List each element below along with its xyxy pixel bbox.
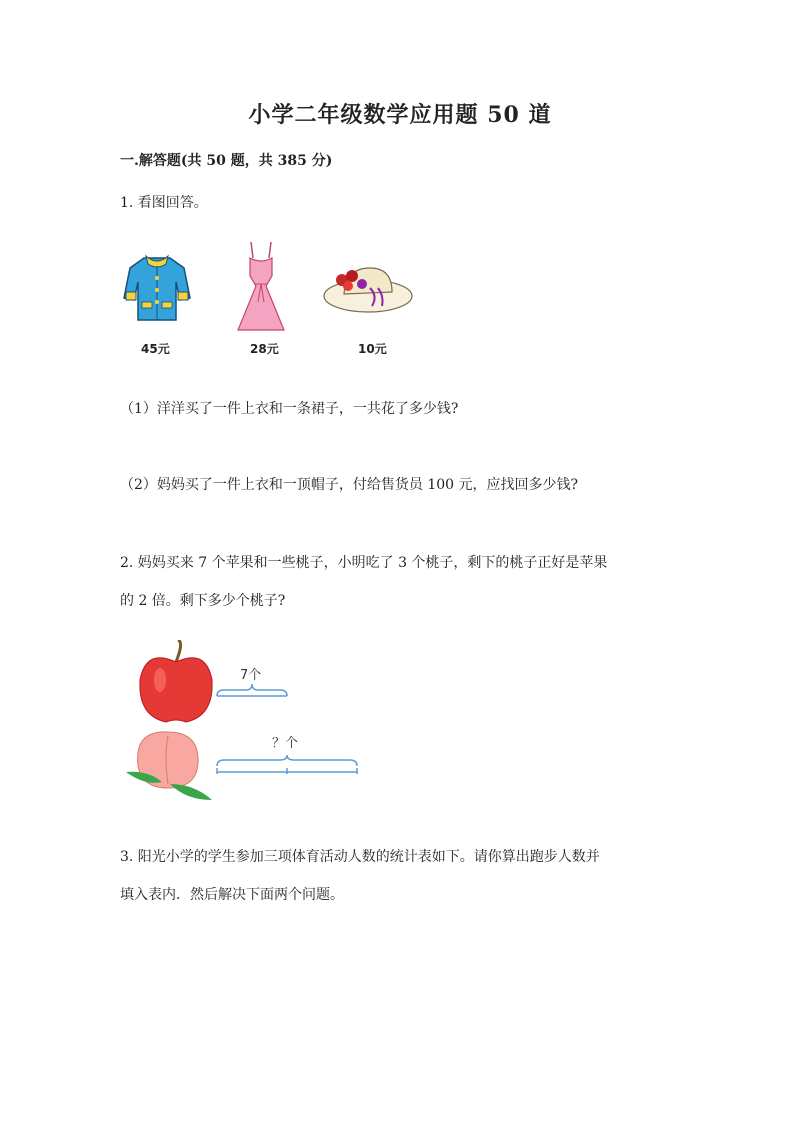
apple-icon <box>136 640 216 728</box>
section-heading: 一.解答题(共 50 题，共 385 分) <box>120 153 333 169</box>
question-3-line-2: 填入表内．然后解决下面两个问题。 <box>120 887 344 903</box>
question-3-line-1: 3. 阳光小学的学生参加三项体育活动人数的统计表如下。请你算出跑步人数并 <box>120 849 600 865</box>
hat-price: 10元 <box>358 342 387 356</box>
peach-bracket <box>216 754 358 780</box>
coat-icon <box>122 252 192 328</box>
question-2-line-2: 的 2 倍。剩下多少个桃子? <box>120 593 286 609</box>
coat-price: 45元 <box>141 342 170 356</box>
peach-icon <box>124 726 214 806</box>
question-1-sub-1: （1）洋洋买了一件上衣和一条裙子，一共花了多少钱? <box>120 401 459 417</box>
peach-count-label: ？个 <box>272 736 299 751</box>
hat-icon <box>322 262 414 322</box>
question-1-sub-2: （2）妈妈买了一件上衣和一顶帽子，付给售货员 100 元，应找回多少钱? <box>120 477 579 493</box>
question-2-line-1: 2. 妈妈买来 7 个苹果和一些桃子，小明吃了 3 个桃子，剩下的桃子正好是苹果 <box>120 555 608 571</box>
question-1-stem: 1. 看图回答。 <box>120 195 208 211</box>
apple-count-label: 7个 <box>240 668 262 683</box>
apple-bracket <box>216 682 288 704</box>
dress-price: 28元 <box>250 342 279 356</box>
page-title: 小学二年级数学应用题 50 道 <box>248 102 552 128</box>
dress-icon <box>236 240 286 336</box>
